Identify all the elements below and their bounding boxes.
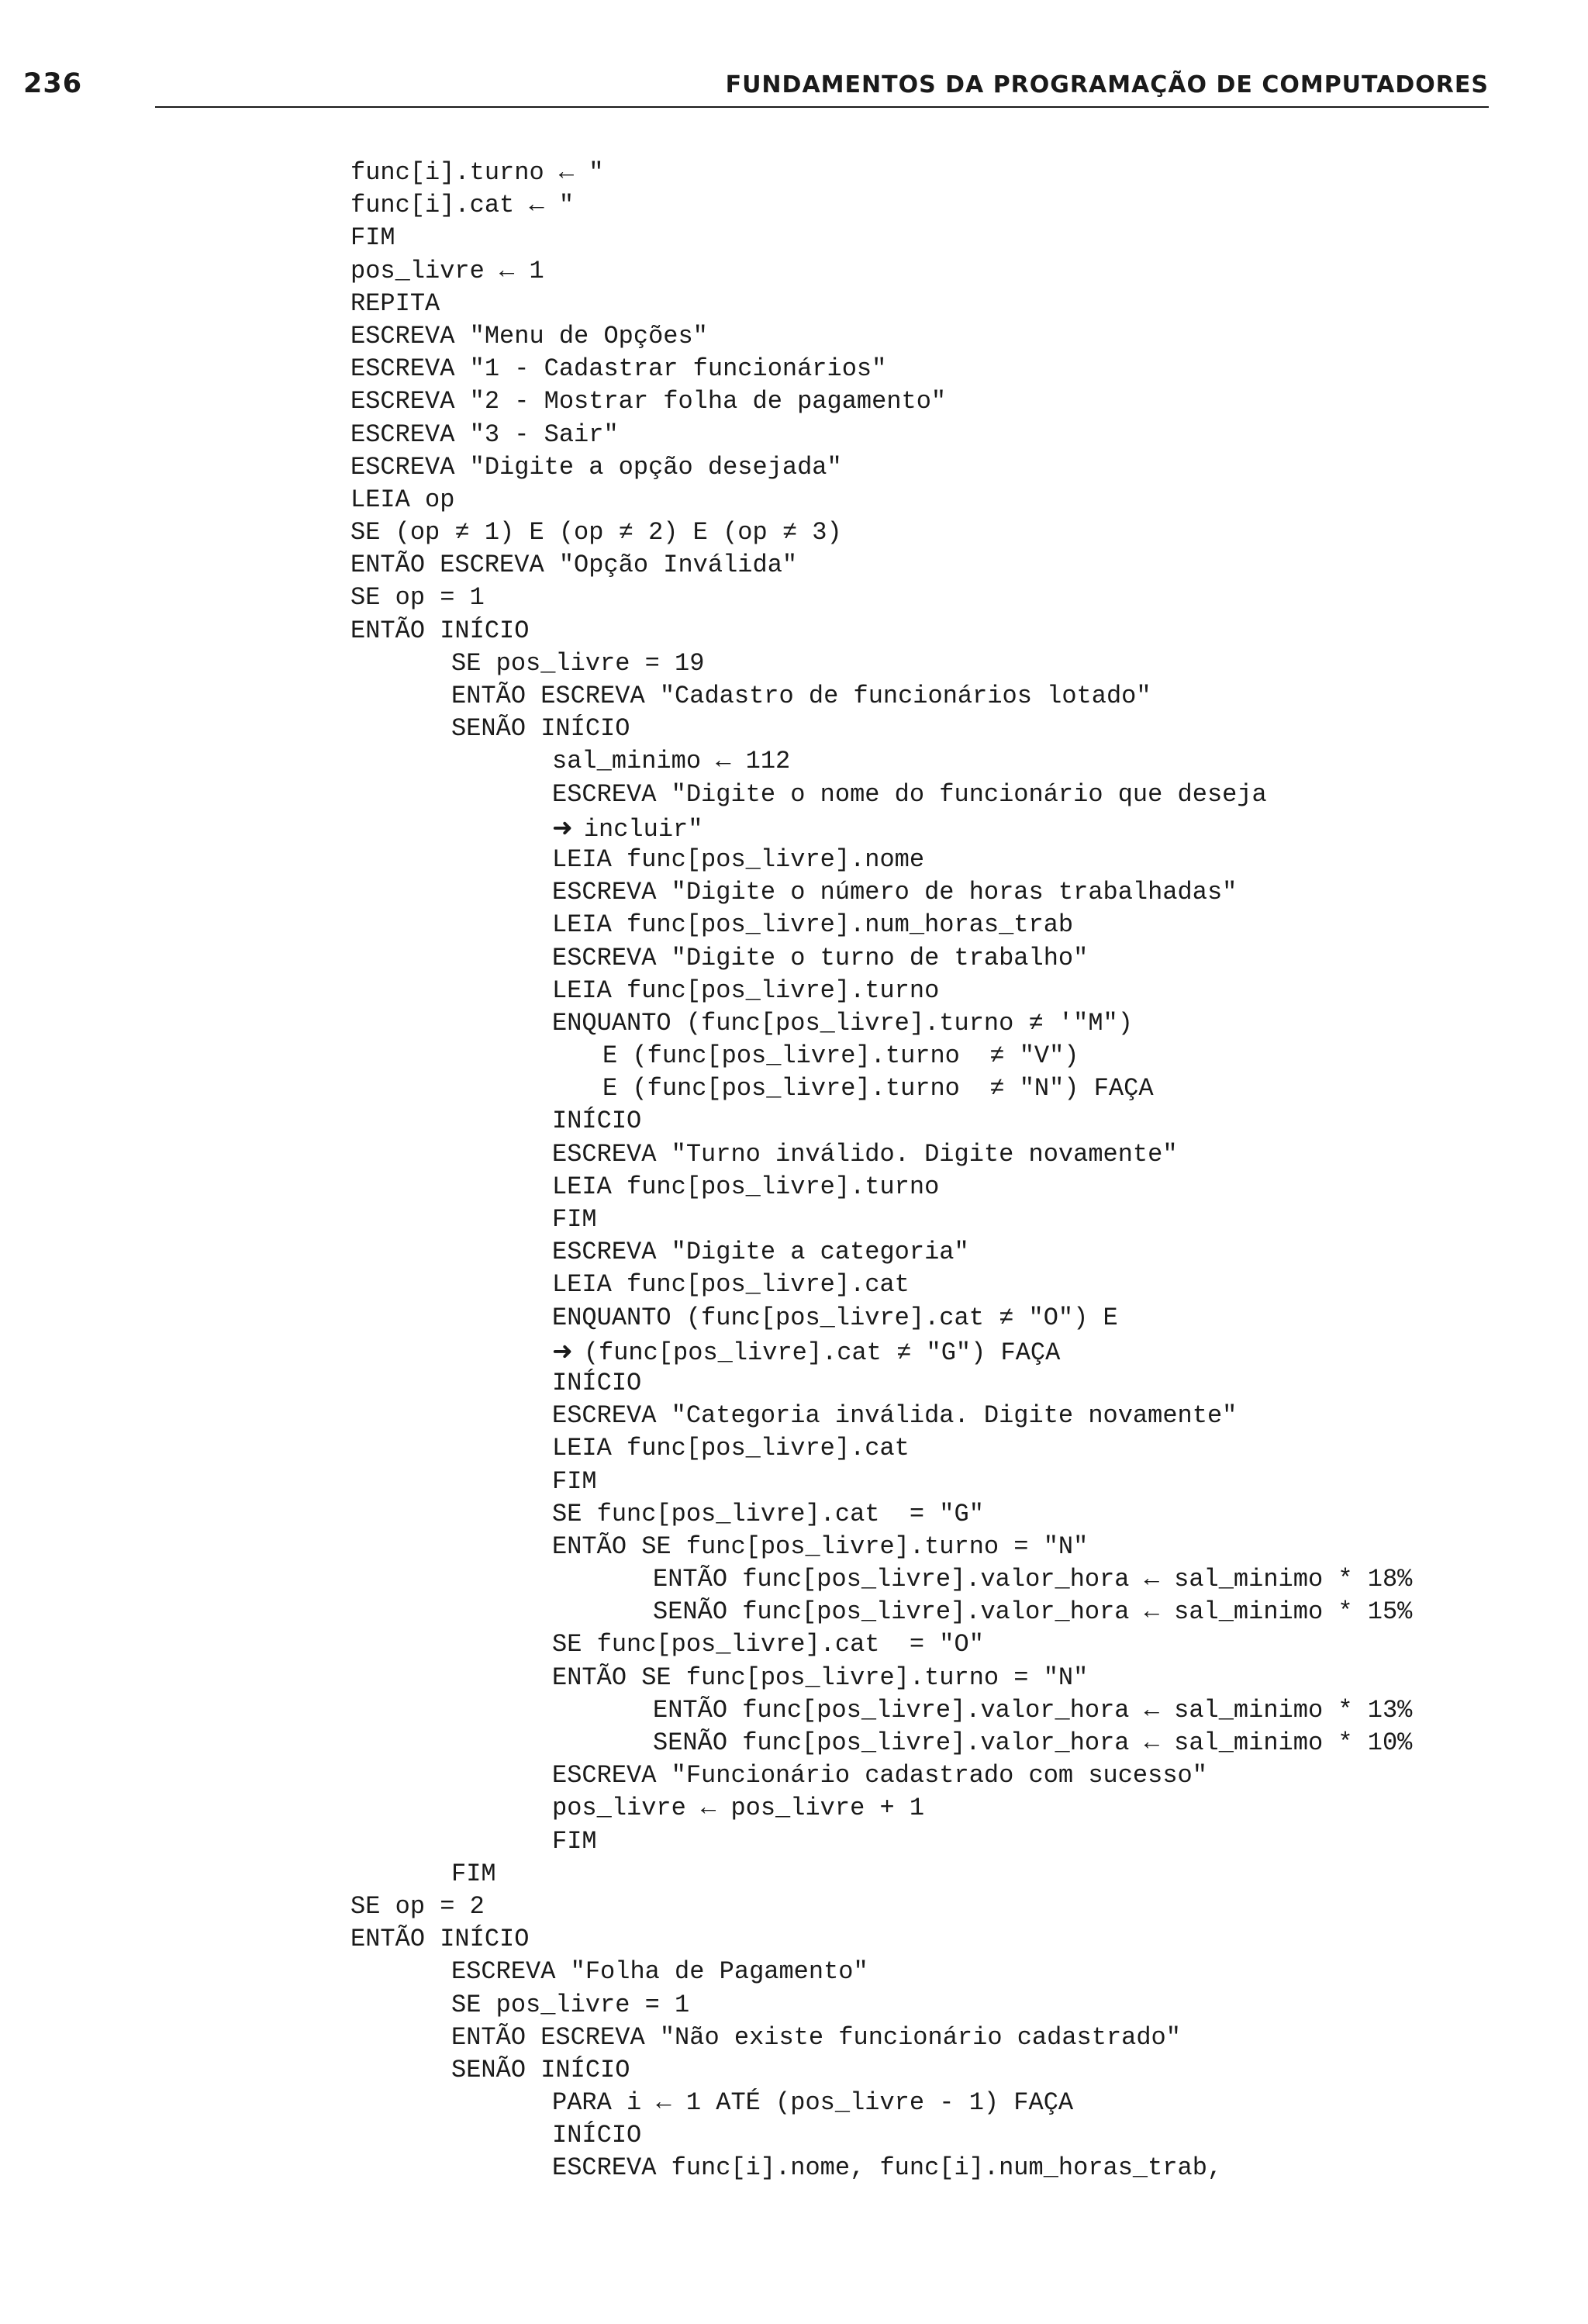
page-number: 236: [23, 68, 83, 99]
code-line-text: LEIA op: [350, 485, 455, 514]
code-line-text: LEIA func[pos_livre].turno: [552, 976, 940, 1005]
code-line: [0, 2054, 1588, 2087]
code-line: [0, 189, 1588, 222]
code-line-text: LEIA func[pos_livre].nome: [552, 844, 925, 874]
code-line: [0, 779, 1588, 811]
code-line: [0, 1956, 1588, 1988]
code-line: [0, 1989, 1588, 2022]
code-line-text: SENÃO func[pos_livre].valor_hora ← sal_minimo * 10%: [653, 1728, 1413, 1757]
code-line-text: SE op = 2: [350, 1891, 485, 1921]
code-line: [0, 451, 1588, 484]
header-divider: [155, 106, 1489, 108]
code-line-text: func[i].cat ← ": [350, 191, 575, 220]
code-line-text: incluir": [583, 814, 703, 844]
code-line: [0, 647, 1588, 680]
code-line: [0, 1825, 1588, 1858]
code-line-text: LEIA func[pos_livre].turno: [552, 1172, 940, 1201]
code-line: [0, 385, 1588, 418]
code-line-text: PARA i ← 1 ATÉ (pos_livre - 1) FAÇA: [552, 2088, 1074, 2118]
code-line: [0, 549, 1588, 582]
code-line-text: E (func[pos_livre].turno ≠ "V"): [602, 1041, 1079, 1071]
code-line: [0, 1628, 1588, 1661]
code-line: [0, 516, 1588, 549]
code-line-text: func[i].turno ← ": [350, 158, 604, 187]
code-line-text: pos_livre ← pos_livre + 1: [552, 1794, 925, 1823]
code-line-text: INÍCIO: [552, 2121, 642, 2150]
code-line-text: SENÃO INÍCIO: [451, 2055, 630, 2084]
code-line: [0, 255, 1588, 288]
code-line-text: SENÃO INÍCIO: [451, 714, 630, 744]
code-line: [0, 1138, 1588, 1171]
code-line: [0, 1662, 1588, 1694]
code-line-text: pos_livre ← 1: [350, 256, 544, 285]
code-line: [0, 909, 1588, 941]
code-line: [0, 2087, 1588, 2119]
code-line: [0, 1596, 1588, 1628]
code-line: [0, 2152, 1588, 2184]
code-line-text: ESCREVA "Digite o nome do funcionário que deseja: [552, 779, 1267, 809]
code-line-text: ESCREVA "Digite o turno de trabalho": [552, 943, 1089, 972]
code-line-text: FIM: [350, 223, 395, 253]
code-line-text: FIM: [552, 1466, 597, 1496]
code-line-text: ESCREVA "Folha de Pagamento": [451, 1957, 868, 1987]
code-line-text: INÍCIO: [552, 1368, 642, 1397]
code-line: [0, 157, 1588, 189]
code-line-text: SE func[pos_livre].cat = "O": [552, 1630, 984, 1659]
code-line-text: SE pos_livre = 19: [451, 648, 705, 678]
code-line-text: INÍCIO: [552, 1107, 642, 1136]
code-line-text: ESCREVA "2 - Mostrar folha de pagamento": [350, 387, 947, 416]
code-line: [0, 745, 1588, 778]
code-line: [0, 876, 1588, 909]
code-line-text: LEIA func[pos_livre].cat: [552, 1270, 910, 1300]
code-line-text: LEIA func[pos_livre].num_horas_trab: [552, 910, 1074, 940]
code-line-text: ESCREVA "Categoria inválida. Digite novamente": [552, 1401, 1238, 1431]
code-line-text: SENÃO func[pos_livre].valor_hora ← sal_minimo * 15%: [653, 1597, 1413, 1627]
code-line: [0, 844, 1588, 876]
code-line-text: SE op = 1: [350, 583, 485, 613]
code-line: [0, 1203, 1588, 1236]
arrow-right-icon: ➜: [552, 812, 573, 842]
code-line: [0, 320, 1588, 353]
code-line: [0, 1171, 1588, 1203]
code-line: [0, 582, 1588, 614]
code-line: [0, 1236, 1588, 1269]
code-line-text: SE (op ≠ 1) E (op ≠ 2) E (op ≠ 3): [350, 518, 842, 547]
code-line: [0, 288, 1588, 320]
code-line: [0, 1072, 1588, 1105]
code-line-text: ESCREVA func[i].nome, func[i].num_horas_trab,: [552, 2153, 1223, 2183]
code-line-text: (func[pos_livre].cat ≠ "G") FAÇA: [583, 1338, 1061, 1367]
pseudocode-listing: [0, 157, 1588, 2185]
code-line: [0, 1432, 1588, 1465]
code-line-text: E (func[pos_livre].turno ≠ "N") FAÇA: [602, 1074, 1154, 1103]
code-line-text: ENTÃO ESCREVA "Cadastro de funcionários lotado": [451, 682, 1151, 710]
code-line: [0, 1694, 1588, 1727]
code-line-text: ENTÃO ESCREVA "Não existe funcionário cadastrado": [451, 2022, 1181, 2052]
code-line: [0, 1498, 1588, 1531]
code-line-text: FIM: [552, 1826, 597, 1856]
code-line: [0, 419, 1588, 451]
code-line-text: REPITA: [350, 288, 440, 318]
code-line-text: ENTÃO ESCREVA "Opção Inválida": [350, 551, 798, 580]
code-line-text: ESCREVA "1 - Cadastrar funcionários": [350, 354, 887, 384]
code-line: [0, 680, 1588, 713]
code-line: [0, 1040, 1588, 1072]
code-line: [0, 2119, 1588, 2152]
code-line-text: ESCREVA "3 - Sair": [350, 420, 619, 449]
code-line-text: ENTÃO func[pos_livre].valor_hora ← sal_minimo * 13%: [653, 1695, 1413, 1725]
code-line: [0, 353, 1588, 385]
code-line: [0, 1531, 1588, 1563]
code-line: [0, 1563, 1588, 1596]
code-line: [0, 1007, 1588, 1040]
code-line-text: ESCREVA "Funcionário cadastrado com sucesso": [552, 1761, 1207, 1790]
code-line: [0, 1400, 1588, 1432]
code-line: [0, 1792, 1588, 1825]
code-line-text: ENTÃO func[pos_livre].valor_hora ← sal_minimo * 18%: [653, 1565, 1413, 1594]
code-line: [0, 615, 1588, 647]
code-line: [0, 1105, 1588, 1138]
code-line: [0, 713, 1588, 745]
code-line-text: ESCREVA "Digite o número de horas trabalhadas": [552, 878, 1238, 907]
code-line-text: ENTÃO INÍCIO: [350, 616, 530, 645]
code-line-text: sal_minimo ← 112: [552, 747, 791, 776]
code-line: [0, 942, 1588, 975]
code-line-text: ENTÃO INÍCIO: [350, 1925, 530, 1954]
code-line: [0, 1335, 1588, 1367]
code-line-text: SE func[pos_livre].cat = "G": [552, 1499, 984, 1528]
code-line: [0, 1727, 1588, 1759]
code-line-text: ESCREVA "Digite a opção desejada": [350, 452, 842, 482]
code-line-text: LEIA func[pos_livre].cat: [552, 1434, 910, 1463]
running-header: FUNDAMENTOS DA PROGRAMAÇÃO DE COMPUTADORES: [725, 71, 1489, 98]
code-line: [0, 2022, 1588, 2054]
code-line: [0, 1466, 1588, 1498]
code-line: [0, 1923, 1588, 1956]
code-line: [0, 811, 1588, 844]
code-line-text: ESCREVA "Menu de Opções": [350, 321, 708, 350]
code-line-text: ENTÃO SE func[pos_livre].turno = "N": [552, 1663, 1089, 1692]
code-line: [0, 1367, 1588, 1400]
code-line: [0, 1858, 1588, 1891]
code-line: [0, 1269, 1588, 1301]
code-line-text: SE pos_livre = 1: [451, 1990, 690, 2019]
code-line: [0, 1759, 1588, 1792]
code-line-text: ENTÃO SE func[pos_livre].turno = "N": [552, 1531, 1089, 1561]
code-line: [0, 484, 1588, 516]
code-line-text: ESCREVA "Turno inválido. Digite novamente": [552, 1139, 1178, 1169]
code-line-text: ENQUANTO (func[pos_livre].cat ≠ "O") E: [552, 1303, 1118, 1332]
code-line-text: FIM: [451, 1859, 496, 1888]
arrow-right-icon: ➜: [552, 1335, 573, 1366]
code-line: [0, 1302, 1588, 1335]
code-line-text: ESCREVA "Digite a categoria": [552, 1238, 969, 1267]
code-line: [0, 222, 1588, 254]
code-line: [0, 975, 1588, 1007]
code-line-text: FIM: [552, 1205, 597, 1234]
code-line: [0, 1891, 1588, 1923]
code-line-text: ENQUANTO (func[pos_livre].turno ≠ '"M"): [552, 1008, 1133, 1038]
